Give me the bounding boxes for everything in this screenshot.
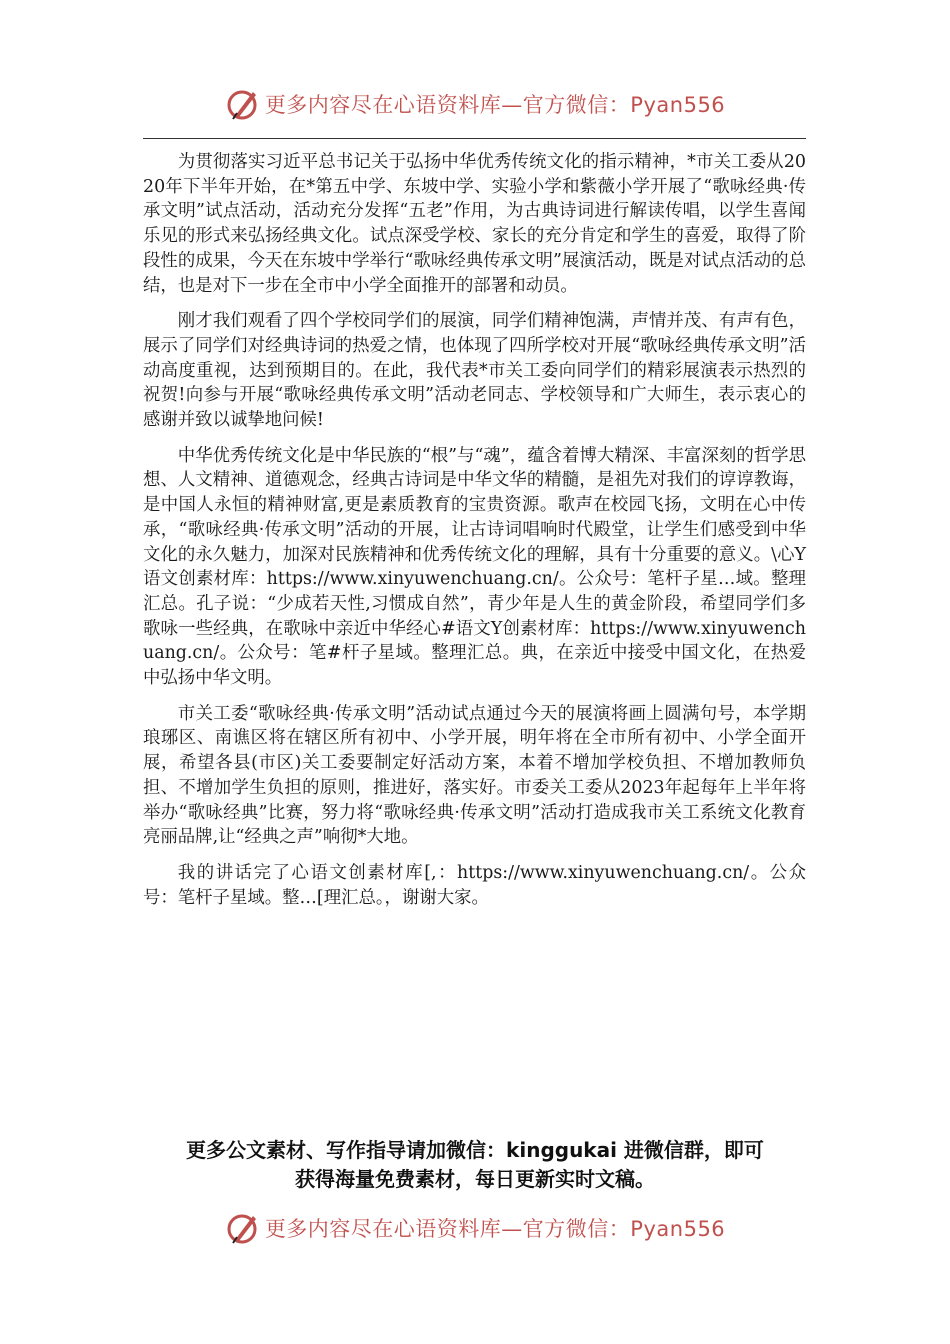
footer-promo-line-2: 获得海量免费素材，每日更新实时文稿。 — [295, 1167, 655, 1191]
quill-pen-logo-icon — [225, 1210, 261, 1246]
paragraph-4: 市关工委“歌咏经典·传承文明”活动试点通过今天的展演将画上圆满句号，本学期琅琊区、南谯区将在辖区所有初中、小学开展，明年将在全市所有初中、小学全面开展，希望各县(市区)关工委要制定好活动方案，本着不增加学校负担、不增加教师负担、不增加学生负担的原则，推进好，落实好。市委关工委从2023年起每年上半年将举办“歌咏经典”比赛，努力将“歌咏经典·传承文明”活动打造成我市关工系统文化教育亮丽品牌,让“经典之声”响彻*大地。 — [143, 703, 806, 848]
quill-pen-logo-icon — [225, 86, 261, 122]
footer-promo-line-1: 更多公文素材、写作指导请加微信：kinggukai 进微信群，即可 — [186, 1138, 764, 1162]
footer-promo — [120, 1136, 830, 1194]
paragraph-3: 中华优秀传统文化是中华民族的“根”与“魂”，蕴含着博大精深、丰富深刻的哲学思想、人文精神、道德观念，经典古诗词是中华文华的精髓，是祖先对我们的谆谆教诲，是中国人永恒的精神财富,更是素质教育的宝贵资源。歌声在校园飞扬，文明在心中传承，“歌咏经典·传承文明”活动的开展，让古诗词唱响时代殿堂，让学生们感受到中华文化的永久魅力，加深对民族精神和优秀传统文化的理解，具有十分重要的意义。\心Y语文创素材库：https://www.xinyuwenchuang.cn/。公众号：笔杆子星…域。整理汇总。孔子说：“少成若天性,习惯成自然”，青少年是人生的黄金阶段，希望同学们多歌咏一些经典，在歌咏中亲近中华经心#语文Y创素材库：https://www.xinyuwenchuang.cn/。公众号：笔#杆子星域。整理汇总。典，在亲近中接受中国文化，在热爱中弘扬中华文明。 — [143, 445, 806, 689]
header-banner — [0, 82, 950, 126]
document-body — [143, 150, 806, 921]
paragraph-5: 我的讲话完了心语文创素材库[,：https://www.xinyuwenchuang.cn/。公众号：笔杆子星域。整…[理汇总。，谢谢大家。 — [143, 862, 806, 908]
header-banner-text: 更多内容尽在心语资料库—官方微信：Pyan556 — [264, 93, 726, 117]
footer-banner — [0, 1206, 950, 1250]
header-divider — [143, 138, 806, 139]
paragraph-1: 为贯彻落实习近平总书记关于弘扬中华优秀传统文化的指示精神，*市关工委从2020年下半年开始，在*第五中学、东坡中学、实验小学和紫薇小学开展了“歌咏经典·传承文明”试点活动，活动充分发挥“五老”作用，为古典诗词进行解读传唱，以学生喜闻乐见的形式来弘扬经典文化。试点深受学校、家长的充分肯定和学生的喜爱，取得了阶段性的成果，今天在东坡中学举行“歌咏经典传承文明”展演活动，既是对试点活动的总结，也是对下一步在全市中小学全面推开的部署和动员。 — [143, 152, 806, 296]
paragraph-2: 刚才我们观看了四个学校同学们的展演，同学们精神饱满，声情并茂、有声有色，展示了同学们对经典诗词的热爱之情，也体现了四所学校对开展“歌咏经典传承文明”活动高度重视，达到预期目的。在此，我代表*市关工委向同学们的精彩展演表示热烈的祝贺!向参与开展“歌咏经典传承文明”活动老同志、学校领导和广大师生，表示衷心的感谢并致以诚挚地问候! — [143, 311, 806, 431]
footer-banner-text: 更多内容尽在心语资料库—官方微信：Pyan556 — [264, 1217, 726, 1241]
